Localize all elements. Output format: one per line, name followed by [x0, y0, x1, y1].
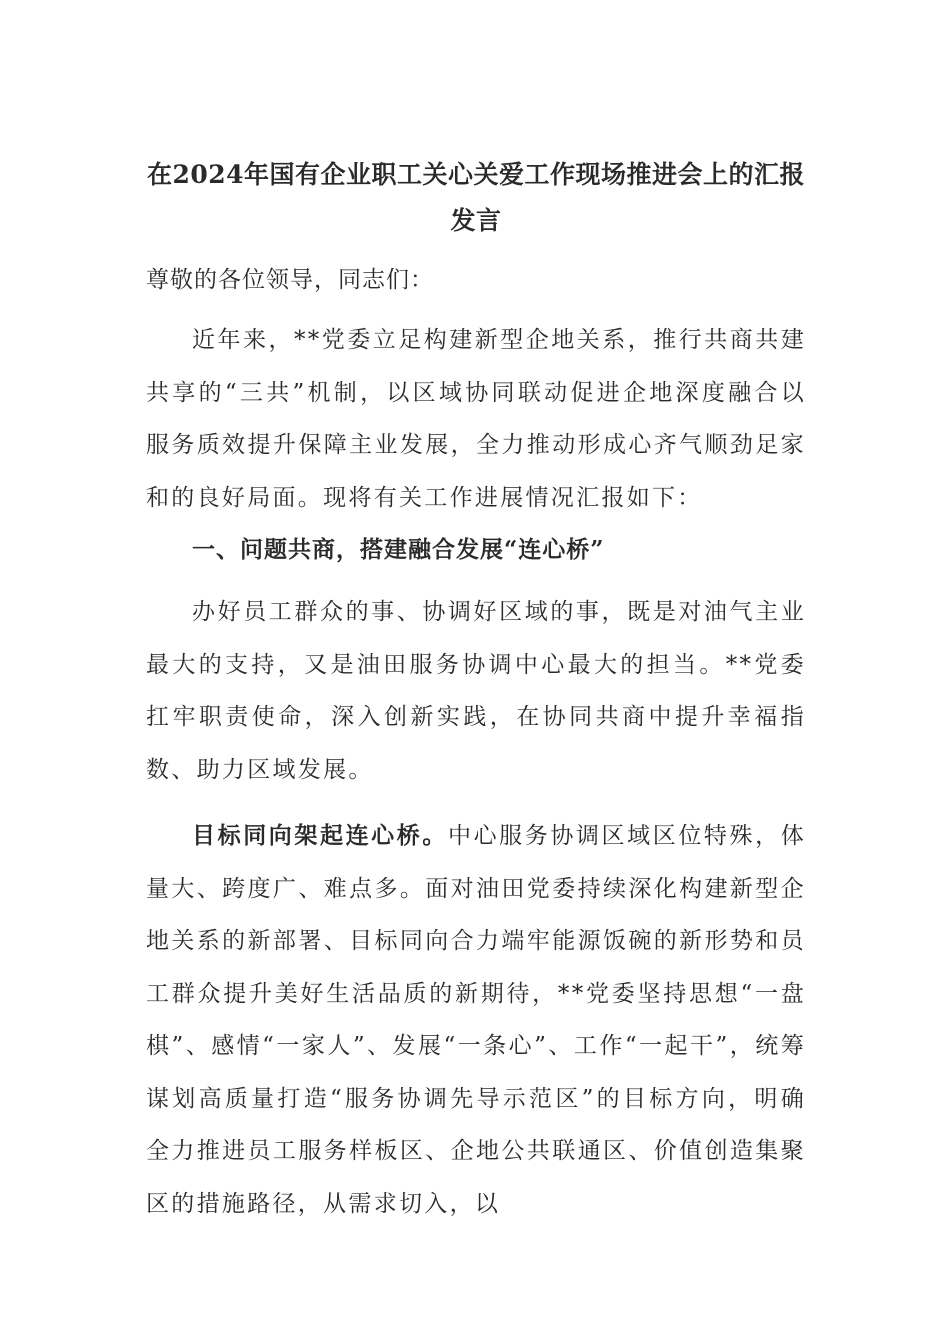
subsection-lead: 目标同向架起连心桥。 [192, 822, 448, 849]
section-1-subsection [146, 810, 806, 1230]
intro-paragraph: 近年来，**党委立足构建新型企地关系，推行共商共建共享的“三共”机制，以区域协同联动促进企地深度融合以服务质效提升保障主业发展，全力推动形成心齐气顺劲足家和的良好局面。现将有关工作进展情况汇报如下： [146, 327, 806, 511]
title-line-1: 在2024年国有企业职工关心关爱工作现场推进会上的汇报 [146, 160, 806, 189]
subsection-text: 中心服务协调区域区位特殊，体量大、跨度广、难点多。面对油田党委持续深化构建新型企地关系的新部署、目标同向合力端牢能源饭碗的新形势和员工群众提升美好生活品质的新期待，**党委坚持思想“一盘棋”、感情“一家人”、发展“一条心”、工作“一起干”，统筹谋划高质量打造“服务协调先导示范区”的目标方向，明确全力推进员工服务样板区、企地公共联通区、价值创造集聚区的措施路径，从需求切入，以 [146, 823, 807, 1217]
document-page [146, 152, 806, 1230]
document-title [146, 152, 806, 244]
section-1-heading: 一、问题共商，搭建融合发展“连心桥” [192, 536, 605, 563]
section-1-paragraph: 办好员工群众的事、协调好区域的事，既是对油气主业最大的支持，又是油田服务协调中心最大的担当。**党委扛牢职责使命，深入创新实践，在协同共商中提升幸福指数、助力区域发展。 [146, 599, 806, 783]
title-line-2: 发言 [450, 206, 502, 235]
greeting: 尊敬的各位领导，同志们： [146, 267, 434, 293]
